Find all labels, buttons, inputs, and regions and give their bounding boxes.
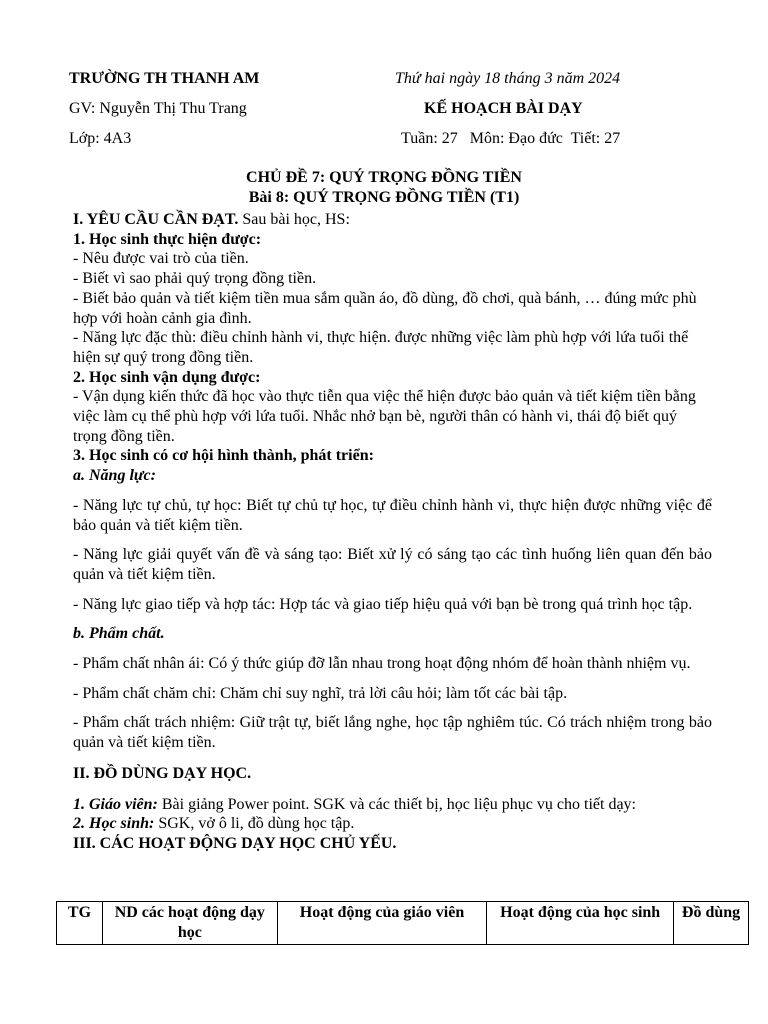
teacher-materials-text: Bài giảng Power point. SGK và các thiết bị, học liệu phục vụ cho tiết dạy: xyxy=(157,795,636,813)
student-materials-label: 2. Học sinh: xyxy=(73,815,155,833)
list-item: - Năng lực giải quyết vấn đề và sáng tạo: Biết xử lý có sáng tạo các tình huống liên quan đến bảo quản và tiết kiệm tiền. xyxy=(73,546,712,583)
column-header-materials: Đồ dùng xyxy=(674,902,749,945)
column-header-student-activity: Hoạt động của học sinh xyxy=(487,902,674,945)
subsection-2-heading: 2. Học sinh vận dụng được: xyxy=(73,368,261,386)
list-item: - Biết vì sao phải quý trọng đồng tiền. xyxy=(73,270,317,288)
teacher-materials xyxy=(73,795,712,815)
subsection-3-heading: 3. Học sinh có cơ hội hình thành, phát triển: xyxy=(73,447,374,465)
subsection-2-text: - Vận dụng kiến thức đã học vào thực tiễn qua việc thể hiện được bảo quản và tiết kiệm tiền bằng việc làm cụ thể phù hợp với lứa tuổi. Nhắc nhở bạn bè, người thân có hành vi, thái độ biết quý trọng đồng tiền. xyxy=(73,388,696,445)
list-item: - Nêu được vai trò của tiền. xyxy=(73,250,249,268)
student-materials xyxy=(73,814,712,834)
list-item: - Phẩm chất trách nhiệm: Giữ trật tự, biết lắng nghe, học tập nghiêm túc. Có trách nhiệm trong bảo quản và tiết kiệm tiền. xyxy=(73,714,712,752)
table-header-row xyxy=(57,902,749,945)
section-1-heading: I. YÊU CẦU CẦN ĐẠT. xyxy=(73,211,239,228)
list-item: - Năng lực đặc thù: điều chỉnh hành vi, thực hiện. được những việc làm phù hợp với lứa tuổi thể hiện sự quý trong đồng tiền. xyxy=(73,329,689,366)
section-1 xyxy=(73,210,712,230)
column-header-teacher-activity: Hoạt động của giáo viên xyxy=(277,902,487,945)
list-item: - Năng lực tự chủ, tự học: Biết tự chủ tự học, tự điều chỉnh hành vi, thực hiện được những việc để bảo quản và tiết kiệm tiền. xyxy=(73,496,712,534)
section-1-intro: Sau bài học, HS: xyxy=(238,211,350,228)
teacher-name: GV: Nguyễn Thị Thu Trang xyxy=(69,100,247,117)
column-header-time: TG xyxy=(57,902,103,945)
topic-title: CHỦ ĐỀ 7: QUÝ TRỌNG ĐỒNG TIỀN xyxy=(246,169,522,186)
list-item: - Phẩm chất nhân ái: Có ý thức giúp đỡ lẫn nhau trong hoạt động nhóm để hoàn thành nhiệm vụ. xyxy=(73,655,691,673)
list-item: - Phẩm chất chăm chỉ: Chăm chỉ suy nghĩ, trả lời câu hỏi; làm tốt các bài tập. xyxy=(73,684,568,702)
date-line: Thứ hai ngày 18 tháng 3 năm 2024 xyxy=(395,70,621,87)
section-2-heading: II. ĐỒ DÙNG DẠY HỌC. xyxy=(73,764,252,782)
column-header-content: ND các hoạt động dạy học xyxy=(102,902,277,945)
list-item: - Biết bảo quản và tiết kiệm tiền mua sắm quần áo, đồ dùng, đồ chơi, quà bánh, … đúng mức phù hợp với hoàn cảnh gia đình. xyxy=(73,289,697,327)
class-name: Lớp: 4A3 xyxy=(69,130,132,147)
lesson-title: Bài 8: QUÝ TRỌNG ĐỒNG TIỀN (T1) xyxy=(248,189,520,206)
teacher-materials-label: 1. Giáo viên: xyxy=(73,795,158,813)
competency-heading: a. Năng lực: xyxy=(73,467,156,485)
activities-table xyxy=(56,901,749,945)
school-name: TRƯỜNG TH THANH AM xyxy=(69,70,260,87)
list-item: - Năng lực giao tiếp và hợp tác: Hợp tác và giao tiếp hiệu quả với bạn bè trong quá trình học tập. xyxy=(73,595,693,613)
quality-heading: b. Phẩm chất. xyxy=(73,625,165,643)
document-title: KẾ HOẠCH BÀI DẠY xyxy=(424,100,583,117)
lesson-titles xyxy=(0,168,768,208)
week-subject-period: Tuần: 27 Môn: Đạo đức Tiết: 27 xyxy=(401,130,621,147)
subsection-1-heading: 1. Học sinh thực hiện được: xyxy=(73,230,262,248)
section-3-heading: III. CÁC HOẠT ĐỘNG DẠY HỌC CHỦ YẾU. xyxy=(73,834,397,852)
student-materials-text: SGK, vở ô li, đồ dùng học tập. xyxy=(154,815,355,833)
lesson-content xyxy=(73,210,712,854)
